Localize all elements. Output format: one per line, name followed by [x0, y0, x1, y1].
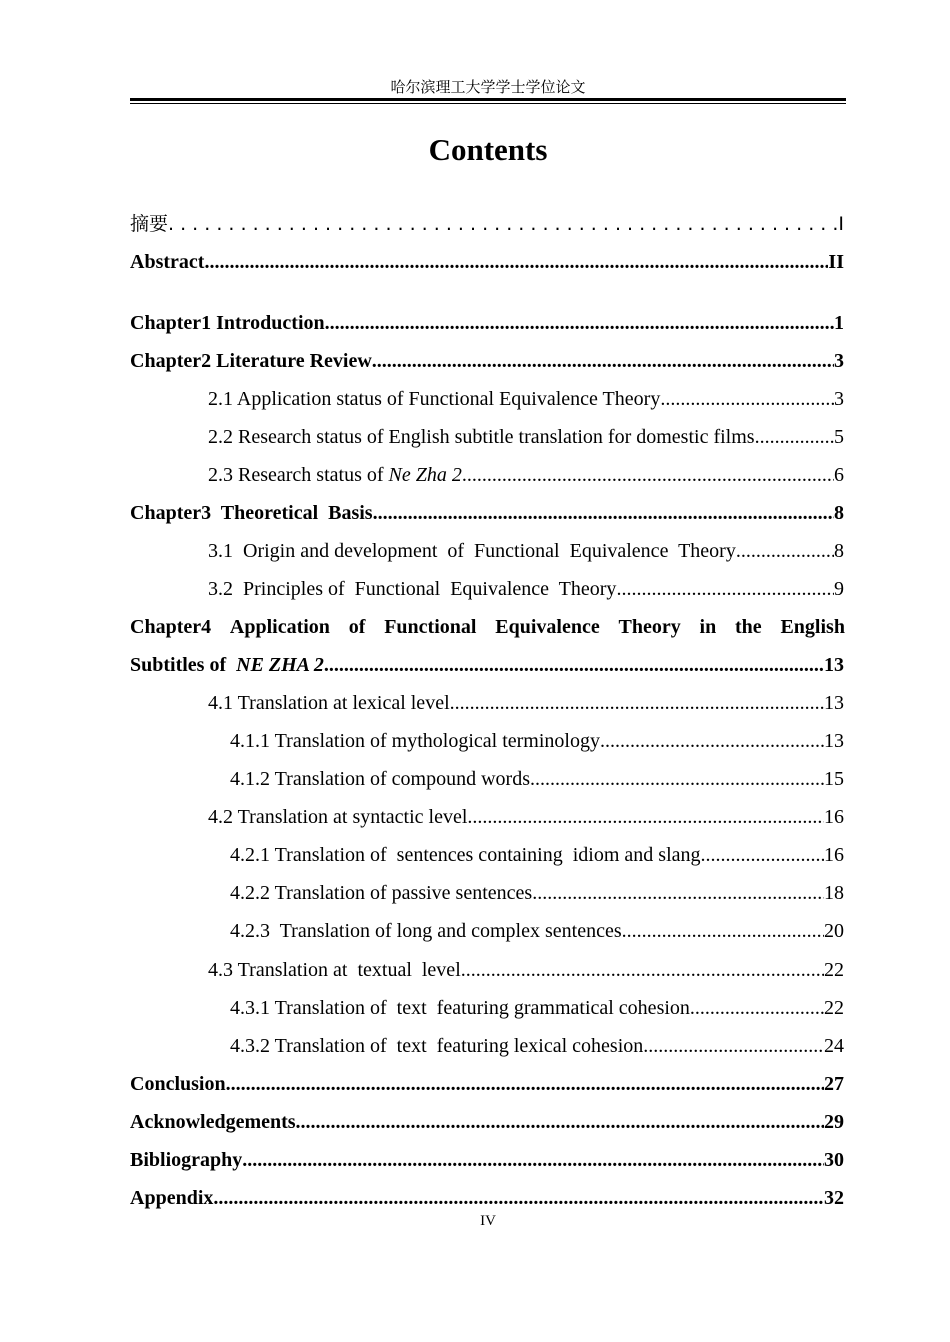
running-header: 哈尔滨理工大学学士学位论文	[390, 80, 586, 96]
toc-leader-dots	[622, 918, 824, 944]
toc-entry-section-2-3[interactable]: 2.3 Research status of Ne Zha 2 ..... 6	[208, 462, 844, 488]
toc-leader-dots	[168, 211, 838, 237]
toc-entry-section-2-2[interactable]: 2.2 Research status of English subtitle translation for domestic films ..... 5	[208, 424, 844, 450]
toc-entry-acknowledgements[interactable]: Acknowledgements ..... 29	[130, 1109, 844, 1135]
toc-leader-dots	[600, 728, 824, 754]
toc-entry-chapter2[interactable]: Chapter2 Literature Review ..... 3	[130, 348, 844, 374]
toc-leader-dots	[213, 1185, 824, 1211]
toc-entry-section-4-3[interactable]: 4.3 Translation at textual level ..... 22	[208, 957, 844, 983]
toc-leader-dots	[616, 576, 834, 602]
toc-entry-conclusion[interactable]: Conclusion ..... 27	[130, 1071, 844, 1097]
toc-leader-dots	[324, 652, 824, 678]
toc-leader-dots	[204, 249, 828, 275]
toc-leader-dots	[226, 1071, 824, 1097]
film-title-italic: Ne Zha 2	[388, 464, 462, 486]
toc-leader-dots	[462, 462, 834, 488]
toc-entry-section-4-3-2[interactable]: 4.3.2 Translation of text featuring lexical cohesion ..... 24	[230, 1033, 844, 1059]
toc-entry-section-4-3-1[interactable]: 4.3.1 Translation of text featuring grammatical cohesion ..... 22	[230, 995, 844, 1021]
toc-entry-section-4-2-1[interactable]: 4.2.1 Translation of sentences containing idiom and slang ..... 16	[230, 842, 844, 868]
toc-entry-chapter4-line2[interactable]: Subtitles of NE ZHA 2 ..... 13	[130, 652, 844, 678]
page-number: IV	[480, 1213, 496, 1229]
toc-entry-section-3-1[interactable]: 3.1 Origin and development of Functional Equivalence Theory ..... 8	[208, 538, 844, 564]
toc-entry-section-4-2-2[interactable]: 4.2.2 Translation of passive sentences ..... 18	[230, 880, 844, 906]
toc-leader-dots	[755, 424, 834, 450]
toc-entry-section-4-1[interactable]: 4.1 Translation at lexical level ..... 13	[208, 690, 844, 716]
toc-leader-dots	[373, 500, 834, 526]
toc-entry-bibliography[interactable]: Bibliography ..... 30	[130, 1147, 844, 1173]
toc-leader-dots	[660, 386, 834, 412]
toc-entry-zhaiyao[interactable]: 摘要 . . . I	[130, 211, 844, 237]
toc-entry-section-4-2-3[interactable]: 4.2.3 Translation of long and complex sentences ..... 20	[230, 918, 844, 944]
toc-entry-section-4-1-1[interactable]: 4.1.1 Translation of mythological terminology ..... 13	[230, 728, 844, 754]
toc-leader-dots	[242, 1147, 824, 1173]
toc-entry-section-4-2[interactable]: 4.2 Translation at syntactic level ..... 16	[208, 804, 844, 830]
toc-leader-dots	[690, 995, 824, 1021]
toc-entry-appendix[interactable]: Appendix ..... 32	[130, 1185, 844, 1211]
toc-leader-dots	[450, 690, 824, 716]
toc-leader-dots	[325, 310, 834, 336]
page-title: Contents	[428, 132, 548, 167]
toc-entry-abstract[interactable]: Abstract ..... II	[130, 249, 844, 275]
toc-entry-section-2-1[interactable]: 2.1 Application status of Functional Equivalence Theory ..... 3	[208, 386, 844, 412]
toc-leader-dots	[296, 1109, 824, 1135]
toc-leader-dots	[372, 348, 834, 374]
toc-entry-section-4-1-2[interactable]: 4.1.2 Translation of compound words ..... 15	[230, 766, 844, 792]
toc-leader-dots	[532, 880, 824, 906]
toc-leader-dots	[530, 766, 824, 792]
toc-leader-dots	[701, 842, 825, 868]
film-title-italic: NE ZHA 2	[236, 654, 324, 676]
toc-entry-chapter1[interactable]: Chapter1 Introduction ..... 1	[130, 310, 844, 336]
toc-leader-dots	[467, 804, 824, 830]
toc-leader-dots	[461, 957, 824, 983]
toc-leader-dots	[736, 538, 834, 564]
toc-entry-chapter3[interactable]: Chapter3 Theoretical Basis ..... 8	[130, 500, 844, 526]
toc-entry-section-3-2[interactable]: 3.2 Principles of Functional Equivalence Theory ..... 9	[208, 576, 844, 602]
toc-leader-dots	[643, 1033, 824, 1059]
toc-entry-chapter4-line1[interactable]: Chapter4 Application of Functional Equivalence Theory in the English	[130, 616, 845, 638]
